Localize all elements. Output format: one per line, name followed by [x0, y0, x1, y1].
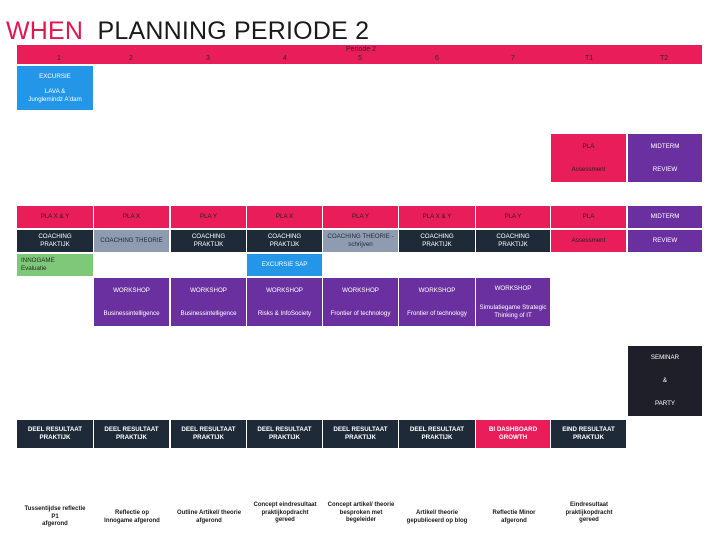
coaching-line1: COACHING — [191, 233, 226, 240]
milestone-7 — [476, 510, 552, 525]
workshop-cell-6 — [399, 278, 475, 326]
milestone-line2: afgerond — [501, 517, 527, 524]
coaching-cell-4 — [247, 230, 322, 252]
play-label: PLA Y — [351, 213, 370, 220]
resultaat-line1: DEEL RESULTAAT — [27, 426, 83, 433]
coaching-line1: COACHING — [496, 233, 530, 240]
resultaat-line1: DEEL RESULTAAT — [257, 426, 312, 433]
week-1: 1 — [57, 55, 61, 62]
resultaat-line1: EIND RESULTAAT — [562, 426, 615, 433]
coaching-line1: Assessment — [571, 237, 606, 244]
play-label: PLA X — [275, 213, 294, 220]
resultaat-cell-2 — [94, 420, 169, 448]
milestone-line2: praktijkopdracht — [565, 509, 613, 516]
resultaat-line2: PRAKTIJK — [269, 434, 300, 441]
workshop-label: WORKSHOP — [342, 286, 379, 294]
excursie-sap-label: EXCURSIE SAP — [261, 261, 308, 268]
coaching-cell-5 — [323, 230, 398, 252]
t2-review-label: REVIEW — [652, 165, 678, 173]
milestone-line2: besproken met — [339, 509, 383, 516]
resultaat-line2: PRAKTIJK — [116, 434, 147, 441]
resultaat-line2: PRAKTIJK — [421, 434, 453, 441]
resultaat-cell-6 — [399, 420, 475, 448]
resultaat-line2: PRAKTIJK — [193, 434, 224, 441]
seminar-party-block — [628, 346, 702, 416]
workshop-label: WORKSHOP — [113, 286, 150, 294]
coaching-line1: COACHING THEORIE - — [327, 233, 394, 240]
milestone-line2: praktijkopdracht — [261, 509, 309, 516]
week-7: 7 — [511, 55, 515, 62]
seminar-amp: & — [662, 376, 668, 384]
coaching-line1: COACHING — [420, 233, 454, 240]
workshop-topic: Risks & InfoSociety — [257, 309, 312, 317]
coaching-line1: COACHING — [38, 233, 72, 240]
play-label: PLA X & Y — [422, 213, 452, 220]
coaching-line2: PRAKTIJK — [498, 241, 528, 248]
resultaat-line1: BI DASHBOARD — [488, 426, 538, 433]
play-cell-t1 — [551, 206, 626, 228]
play-label: PLA X — [122, 213, 141, 220]
milestone-line2: gepubliceerd op blog — [406, 517, 468, 524]
workshop-cell-3 — [171, 278, 246, 326]
resultaat-cell-5 — [323, 420, 398, 448]
workshop-topic: Businessintelligence — [180, 309, 237, 317]
resultaat-line1: DEEL RESULTAAT — [104, 426, 159, 433]
coaching-line2: PRAKTIJK — [422, 241, 452, 248]
milestone-1 — [17, 506, 93, 529]
workshop-topic: Frontier of technology — [407, 309, 467, 317]
workshop-label: WORKSHOP — [494, 284, 532, 292]
coaching-cell-7 — [476, 230, 550, 252]
play-cell-3 — [171, 206, 246, 228]
week-6: 6 — [435, 55, 439, 62]
title-when: WHEN — [6, 17, 84, 45]
innogame-label: INNOGAME — [21, 257, 55, 264]
workshop-topic-1: Simulatiegame Strategic — [479, 303, 547, 311]
excursie-detail-1: LAVA & — [44, 87, 66, 95]
bi-dashboard-cell — [476, 420, 550, 448]
milestone-line1: Concept artikel/ theorie — [327, 502, 395, 508]
milestone-line1: Reflectie Minor — [492, 510, 536, 516]
resultaat-cell-4 — [247, 420, 322, 448]
play-cell-7 — [476, 206, 550, 228]
excursie-detail-2: Junglemindz A'dam — [28, 95, 82, 103]
milestone-line3: gereed — [275, 517, 295, 524]
t1-assessment-label: Assessment — [571, 165, 606, 173]
play-cell-t2 — [628, 206, 702, 228]
t1-pla-assessment — [551, 134, 626, 182]
innogame-block — [17, 254, 93, 276]
period-label: Periode 2 — [346, 46, 376, 53]
coaching-cell-1 — [17, 230, 93, 252]
coaching-cell-t2 — [628, 230, 702, 252]
week-t2: T2 — [660, 55, 669, 62]
milestone-6 — [399, 510, 475, 525]
resultaat-line1: DEEL RESULTAAT — [181, 426, 236, 433]
week-5: 5 — [358, 55, 362, 62]
play-label: MIDTERM — [650, 213, 680, 220]
workshop-label: WORKSHOP — [190, 286, 227, 294]
coaching-line2: PRAKTIJK — [193, 241, 224, 248]
coaching-cell-6 — [399, 230, 475, 252]
milestone-line1: Artikel/ theorie — [415, 510, 458, 516]
play-cell-2 — [94, 206, 169, 228]
eind-resultaat-cell — [551, 420, 626, 448]
coaching-line2: schrijven — [348, 241, 373, 248]
workshop-cell-7 — [476, 278, 550, 326]
play-label: PLA — [582, 213, 595, 220]
milestone-line1: Outline Artikel/ theorie — [176, 510, 242, 516]
coaching-line2: PRAKTIJK — [40, 241, 70, 248]
resultaat-line1: DEEL RESULTAAT — [333, 426, 388, 433]
period-header — [17, 45, 702, 64]
play-cell-4 — [247, 206, 322, 228]
milestone-5 — [323, 502, 399, 525]
play-label: PLA X & Y — [40, 213, 70, 220]
resultaat-line2: PRAKTIJK — [345, 434, 376, 441]
excursie-block — [17, 66, 93, 110]
coaching-line1: COACHING — [267, 233, 302, 240]
milestone-2 — [94, 510, 170, 525]
party-label: PARTY — [654, 399, 676, 407]
coaching-cell-2 — [94, 230, 169, 252]
workshop-cell-2 — [94, 278, 169, 326]
milestone-line2: Innogame afgerond — [104, 517, 160, 524]
resultaat-line2: GROWTH — [498, 434, 528, 441]
resultaat-cell-3 — [171, 420, 246, 448]
week-3: 3 — [206, 55, 210, 62]
milestone-line1: Concept eindresultaat — [253, 502, 317, 508]
t1-pla-label: PLA — [582, 142, 595, 150]
workshop-cell-4 — [247, 278, 322, 326]
workshop-topic-2: Thinking of IT — [494, 311, 532, 319]
milestone-line3: gereed — [579, 517, 599, 524]
resultaat-line1: DEEL RESULTAAT — [409, 426, 465, 433]
innogame-detail: Evaluatie — [21, 265, 47, 272]
play-cell-1 — [17, 206, 93, 228]
play-cell-6 — [399, 206, 475, 228]
play-cell-5 — [323, 206, 398, 228]
coaching-line1: COACHING THEORIE — [100, 237, 163, 244]
t2-midterm-label: MIDTERM — [650, 142, 680, 150]
workshop-label: WORKSHOP — [266, 286, 303, 294]
coaching-cell-3 — [171, 230, 246, 252]
coaching-cell-t1 — [551, 230, 626, 252]
milestone-3 — [171, 510, 247, 525]
excursie-label: EXCURSIE — [39, 72, 71, 80]
coaching-line2: PRAKTIJK — [269, 241, 300, 248]
milestone-line3: afgerond — [42, 521, 68, 528]
workshop-label: WORKSHOP — [418, 286, 456, 294]
milestone-line1: Eindresultaat — [569, 502, 608, 508]
excursie-sap-block — [247, 254, 322, 276]
milestone-line1: Tussentijdse reflectie — [24, 506, 86, 512]
resultaat-line2: PRAKTIJK — [573, 434, 604, 441]
coaching-line1: REVIEW — [652, 237, 678, 244]
resultaat-line2: PRAKTIJK — [39, 434, 71, 441]
milestone-line2: afgerond — [196, 517, 222, 524]
play-label: PLA Y — [199, 213, 218, 220]
workshop-topic: Businessintelligence — [103, 309, 160, 317]
title-rest: PLANNING PERIODE 2 — [97, 17, 370, 45]
week-2: 2 — [129, 55, 133, 62]
workshop-topic: Frontier of technology — [330, 309, 391, 317]
seminar-label: SEMINAR — [650, 354, 680, 362]
milestone-8 — [551, 502, 627, 525]
page-title — [6, 16, 369, 46]
resultaat-cell-1 — [17, 420, 93, 448]
week-t1: T1 — [585, 55, 594, 62]
milestone-line2: P1 — [51, 513, 59, 520]
milestone-4 — [247, 502, 323, 525]
workshop-cell-5 — [323, 278, 398, 326]
week-4: 4 — [283, 55, 287, 62]
milestone-line3: begeleider — [345, 517, 376, 524]
play-label: PLA Y — [504, 213, 522, 220]
t2-midterm-review — [628, 134, 702, 182]
milestone-line1: Reflectie op — [114, 510, 149, 516]
